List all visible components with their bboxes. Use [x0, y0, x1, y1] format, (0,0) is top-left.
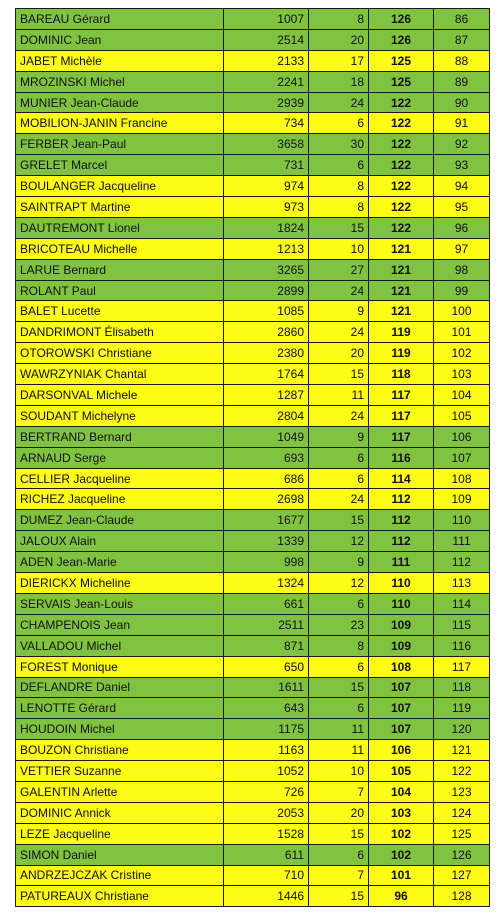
- table-row: [16, 71, 490, 92]
- score-cell: 102: [369, 844, 434, 865]
- count-cell: 15: [309, 677, 369, 698]
- rank-cell: 111: [434, 531, 490, 552]
- table-row: [16, 656, 490, 677]
- player-name-cell: BRICOTEAU Michelle: [16, 238, 224, 259]
- table-row: [16, 92, 490, 113]
- player-name-cell: DIERICKX Micheline: [16, 573, 224, 594]
- points-cell: 998: [224, 552, 309, 573]
- points-cell: 2514: [224, 29, 309, 50]
- player-name-cell: LENOTTE Gérard: [16, 698, 224, 719]
- count-cell: 6: [309, 656, 369, 677]
- rank-cell: 114: [434, 593, 490, 614]
- player-name-cell: ROLANT Paul: [16, 280, 224, 301]
- table-row: [16, 322, 490, 343]
- points-cell: 1163: [224, 740, 309, 761]
- count-cell: 8: [309, 176, 369, 197]
- player-name-cell: RICHEZ Jacqueline: [16, 489, 224, 510]
- player-name-cell: LEZE Jacqueline: [16, 823, 224, 844]
- points-cell: 611: [224, 844, 309, 865]
- table-row: [16, 510, 490, 531]
- player-name-cell: VALLADOU Michel: [16, 635, 224, 656]
- table-row: [16, 217, 490, 238]
- count-cell: 24: [309, 405, 369, 426]
- rank-cell: 104: [434, 385, 490, 406]
- points-cell: 1052: [224, 761, 309, 782]
- score-cell: 117: [369, 385, 434, 406]
- score-cell: 108: [369, 656, 434, 677]
- player-name-cell: SOUDANT Michelyne: [16, 405, 224, 426]
- table-row: [16, 552, 490, 573]
- ranking-table: [15, 8, 490, 907]
- table-row: [16, 301, 490, 322]
- table-row: [16, 50, 490, 71]
- score-cell: 107: [369, 698, 434, 719]
- rank-cell: 116: [434, 635, 490, 656]
- count-cell: 24: [309, 489, 369, 510]
- score-cell: 107: [369, 677, 434, 698]
- count-cell: 8: [309, 9, 369, 30]
- rank-cell: 123: [434, 781, 490, 802]
- table-row: [16, 573, 490, 594]
- points-cell: 1764: [224, 364, 309, 385]
- table-row: [16, 844, 490, 865]
- points-cell: 1339: [224, 531, 309, 552]
- table-row: [16, 280, 490, 301]
- count-cell: 6: [309, 468, 369, 489]
- score-cell: 118: [369, 364, 434, 385]
- score-cell: 105: [369, 761, 434, 782]
- points-cell: 1049: [224, 426, 309, 447]
- count-cell: 24: [309, 280, 369, 301]
- rank-cell: 110: [434, 510, 490, 531]
- rank-cell: 120: [434, 719, 490, 740]
- table-row: [16, 238, 490, 259]
- rank-cell: 101: [434, 322, 490, 343]
- table-row: [16, 719, 490, 740]
- rank-cell: 112: [434, 552, 490, 573]
- rank-cell: 88: [434, 50, 490, 71]
- rank-cell: 91: [434, 113, 490, 134]
- player-name-cell: DANDRIMONT Élisabeth: [16, 322, 224, 343]
- rank-cell: 99: [434, 280, 490, 301]
- table-row: [16, 886, 490, 907]
- table-row: [16, 343, 490, 364]
- score-cell: 121: [369, 280, 434, 301]
- count-cell: 18: [309, 71, 369, 92]
- score-cell: 122: [369, 197, 434, 218]
- points-cell: 2804: [224, 405, 309, 426]
- player-name-cell: DEFLANDRE Daniel: [16, 677, 224, 698]
- player-name-cell: BAREAU Gérard: [16, 9, 224, 30]
- count-cell: 6: [309, 698, 369, 719]
- score-cell: 122: [369, 155, 434, 176]
- table-row: [16, 176, 490, 197]
- score-cell: 126: [369, 29, 434, 50]
- player-name-cell: PATUREAUX Christiane: [16, 886, 224, 907]
- score-cell: 125: [369, 50, 434, 71]
- points-cell: 650: [224, 656, 309, 677]
- player-name-cell: GRELET Marcel: [16, 155, 224, 176]
- count-cell: 15: [309, 364, 369, 385]
- player-name-cell: HOUDOIN Michel: [16, 719, 224, 740]
- score-cell: 112: [369, 489, 434, 510]
- table-row: [16, 259, 490, 280]
- count-cell: 23: [309, 614, 369, 635]
- table-row: [16, 614, 490, 635]
- player-name-cell: ARNAUD Serge: [16, 447, 224, 468]
- table-row: [16, 635, 490, 656]
- points-cell: 1085: [224, 301, 309, 322]
- player-name-cell: CELLIER Jacqueline: [16, 468, 224, 489]
- score-cell: 121: [369, 259, 434, 280]
- score-cell: 102: [369, 823, 434, 844]
- rank-cell: 92: [434, 134, 490, 155]
- player-name-cell: LARUE Bernard: [16, 259, 224, 280]
- count-cell: 20: [309, 29, 369, 50]
- points-cell: 1324: [224, 573, 309, 594]
- count-cell: 7: [309, 781, 369, 802]
- rank-cell: 126: [434, 844, 490, 865]
- rank-cell: 115: [434, 614, 490, 635]
- points-cell: 2053: [224, 802, 309, 823]
- rank-cell: 94: [434, 176, 490, 197]
- table-row: [16, 677, 490, 698]
- score-cell: 112: [369, 510, 434, 531]
- count-cell: 6: [309, 113, 369, 134]
- player-name-cell: BOUZON Christiane: [16, 740, 224, 761]
- table-row: [16, 155, 490, 176]
- table-row: [16, 29, 490, 50]
- points-cell: 974: [224, 176, 309, 197]
- count-cell: 9: [309, 552, 369, 573]
- table-row: [16, 761, 490, 782]
- points-cell: 1213: [224, 238, 309, 259]
- score-cell: 126: [369, 9, 434, 30]
- points-cell: 1824: [224, 217, 309, 238]
- player-name-cell: SAINTRAPT Martine: [16, 197, 224, 218]
- player-name-cell: FOREST Monique: [16, 656, 224, 677]
- score-cell: 119: [369, 322, 434, 343]
- score-cell: 122: [369, 176, 434, 197]
- points-cell: 643: [224, 698, 309, 719]
- rank-cell: 96: [434, 217, 490, 238]
- table-row: [16, 113, 490, 134]
- player-name-cell: JABET Michèle: [16, 50, 224, 71]
- score-cell: 122: [369, 113, 434, 134]
- count-cell: 15: [309, 886, 369, 907]
- points-cell: 1287: [224, 385, 309, 406]
- count-cell: 6: [309, 844, 369, 865]
- rank-cell: 87: [434, 29, 490, 50]
- player-name-cell: VETTIER Suzanne: [16, 761, 224, 782]
- points-cell: 686: [224, 468, 309, 489]
- score-cell: 109: [369, 635, 434, 656]
- count-cell: 24: [309, 92, 369, 113]
- rank-cell: 95: [434, 197, 490, 218]
- player-name-cell: ADEN Jean-Marie: [16, 552, 224, 573]
- table-row: [16, 364, 490, 385]
- rank-cell: 108: [434, 468, 490, 489]
- count-cell: 8: [309, 635, 369, 656]
- count-cell: 30: [309, 134, 369, 155]
- count-cell: 12: [309, 531, 369, 552]
- score-cell: 121: [369, 238, 434, 259]
- points-cell: 973: [224, 197, 309, 218]
- rank-cell: 125: [434, 823, 490, 844]
- score-cell: 117: [369, 426, 434, 447]
- player-name-cell: SIMON Daniel: [16, 844, 224, 865]
- table-row: [16, 740, 490, 761]
- score-cell: 107: [369, 719, 434, 740]
- table-row: [16, 9, 490, 30]
- rank-cell: 103: [434, 364, 490, 385]
- table-row: [16, 489, 490, 510]
- rank-cell: 98: [434, 259, 490, 280]
- rank-cell: 122: [434, 761, 490, 782]
- points-cell: 3658: [224, 134, 309, 155]
- count-cell: 6: [309, 593, 369, 614]
- points-cell: 1677: [224, 510, 309, 531]
- rank-cell: 97: [434, 238, 490, 259]
- count-cell: 24: [309, 322, 369, 343]
- count-cell: 7: [309, 865, 369, 886]
- score-cell: 110: [369, 593, 434, 614]
- count-cell: 12: [309, 573, 369, 594]
- player-name-cell: BALET Lucette: [16, 301, 224, 322]
- score-cell: 101: [369, 865, 434, 886]
- score-cell: 122: [369, 134, 434, 155]
- score-cell: 109: [369, 614, 434, 635]
- score-cell: 121: [369, 301, 434, 322]
- player-name-cell: MROZINSKI Michel: [16, 71, 224, 92]
- points-cell: 3265: [224, 259, 309, 280]
- player-name-cell: DARSONVAL Michele: [16, 385, 224, 406]
- table-row: [16, 197, 490, 218]
- points-cell: 1175: [224, 719, 309, 740]
- count-cell: 17: [309, 50, 369, 71]
- rank-cell: 109: [434, 489, 490, 510]
- table-row: [16, 781, 490, 802]
- count-cell: 9: [309, 426, 369, 447]
- rank-cell: 107: [434, 447, 490, 468]
- points-cell: 661: [224, 593, 309, 614]
- rank-cell: 128: [434, 886, 490, 907]
- count-cell: 8: [309, 197, 369, 218]
- points-cell: 710: [224, 865, 309, 886]
- score-cell: 117: [369, 405, 434, 426]
- count-cell: 20: [309, 802, 369, 823]
- player-name-cell: FERBER Jean-Paul: [16, 134, 224, 155]
- points-cell: 731: [224, 155, 309, 176]
- player-name-cell: GALENTIN Arlette: [16, 781, 224, 802]
- score-cell: 110: [369, 573, 434, 594]
- table-row: [16, 531, 490, 552]
- count-cell: 15: [309, 217, 369, 238]
- player-name-cell: OTOROWSKI Christiane: [16, 343, 224, 364]
- player-name-cell: MOBILION-JANIN Francine: [16, 113, 224, 134]
- rank-cell: 100: [434, 301, 490, 322]
- points-cell: 2860: [224, 322, 309, 343]
- points-cell: 2241: [224, 71, 309, 92]
- score-cell: 122: [369, 217, 434, 238]
- table-row: [16, 823, 490, 844]
- player-name-cell: CHAMPENOIS Jean: [16, 614, 224, 635]
- rank-cell: 86: [434, 9, 490, 30]
- score-cell: 106: [369, 740, 434, 761]
- score-cell: 111: [369, 552, 434, 573]
- score-cell: 112: [369, 531, 434, 552]
- player-name-cell: SERVAIS Jean-Louis: [16, 593, 224, 614]
- rank-cell: 90: [434, 92, 490, 113]
- points-cell: 693: [224, 447, 309, 468]
- rank-cell: 105: [434, 405, 490, 426]
- player-name-cell: DOMINIC Jean: [16, 29, 224, 50]
- count-cell: 11: [309, 740, 369, 761]
- count-cell: 6: [309, 447, 369, 468]
- count-cell: 9: [309, 301, 369, 322]
- points-cell: 871: [224, 635, 309, 656]
- player-name-cell: BOULANGER Jacqueline: [16, 176, 224, 197]
- points-cell: 2939: [224, 92, 309, 113]
- points-cell: 1528: [224, 823, 309, 844]
- player-name-cell: MUNIER Jean-Claude: [16, 92, 224, 113]
- table-row: [16, 802, 490, 823]
- score-cell: 122: [369, 92, 434, 113]
- rank-cell: 102: [434, 343, 490, 364]
- rank-cell: 124: [434, 802, 490, 823]
- count-cell: 20: [309, 343, 369, 364]
- player-name-cell: JALOUX Alain: [16, 531, 224, 552]
- rank-cell: 118: [434, 677, 490, 698]
- rank-cell: 119: [434, 698, 490, 719]
- rank-cell: 113: [434, 573, 490, 594]
- table-row: [16, 468, 490, 489]
- points-cell: 1446: [224, 886, 309, 907]
- points-cell: 1611: [224, 677, 309, 698]
- ranking-table-body: [16, 9, 490, 907]
- table-row: [16, 385, 490, 406]
- player-name-cell: DOMINIC Annick: [16, 802, 224, 823]
- count-cell: 15: [309, 510, 369, 531]
- table-row: [16, 593, 490, 614]
- count-cell: 10: [309, 761, 369, 782]
- score-cell: 96: [369, 886, 434, 907]
- player-name-cell: WAWRZYNIAK Chantal: [16, 364, 224, 385]
- points-cell: 1007: [224, 9, 309, 30]
- points-cell: 2698: [224, 489, 309, 510]
- score-cell: 103: [369, 802, 434, 823]
- table-row: [16, 447, 490, 468]
- rank-cell: 121: [434, 740, 490, 761]
- points-cell: 2899: [224, 280, 309, 301]
- table-row: [16, 405, 490, 426]
- points-cell: 726: [224, 781, 309, 802]
- count-cell: 6: [309, 155, 369, 176]
- points-cell: 2511: [224, 614, 309, 635]
- rank-cell: 127: [434, 865, 490, 886]
- table-row: [16, 426, 490, 447]
- rank-cell: 89: [434, 71, 490, 92]
- count-cell: 11: [309, 385, 369, 406]
- score-cell: 125: [369, 71, 434, 92]
- count-cell: 10: [309, 238, 369, 259]
- score-cell: 116: [369, 447, 434, 468]
- points-cell: 2380: [224, 343, 309, 364]
- rank-cell: 106: [434, 426, 490, 447]
- table-row: [16, 134, 490, 155]
- score-cell: 104: [369, 781, 434, 802]
- player-name-cell: BERTRAND Bernard: [16, 426, 224, 447]
- count-cell: 27: [309, 259, 369, 280]
- points-cell: 734: [224, 113, 309, 134]
- count-cell: 15: [309, 823, 369, 844]
- player-name-cell: DAUTREMONT Lionel: [16, 217, 224, 238]
- table-row: [16, 698, 490, 719]
- score-cell: 114: [369, 468, 434, 489]
- score-cell: 119: [369, 343, 434, 364]
- rank-cell: 93: [434, 155, 490, 176]
- player-name-cell: ANDRZEJCZAK Cristine: [16, 865, 224, 886]
- points-cell: 2133: [224, 50, 309, 71]
- count-cell: 11: [309, 719, 369, 740]
- player-name-cell: DUMEZ Jean-Claude: [16, 510, 224, 531]
- rank-cell: 117: [434, 656, 490, 677]
- table-row: [16, 865, 490, 886]
